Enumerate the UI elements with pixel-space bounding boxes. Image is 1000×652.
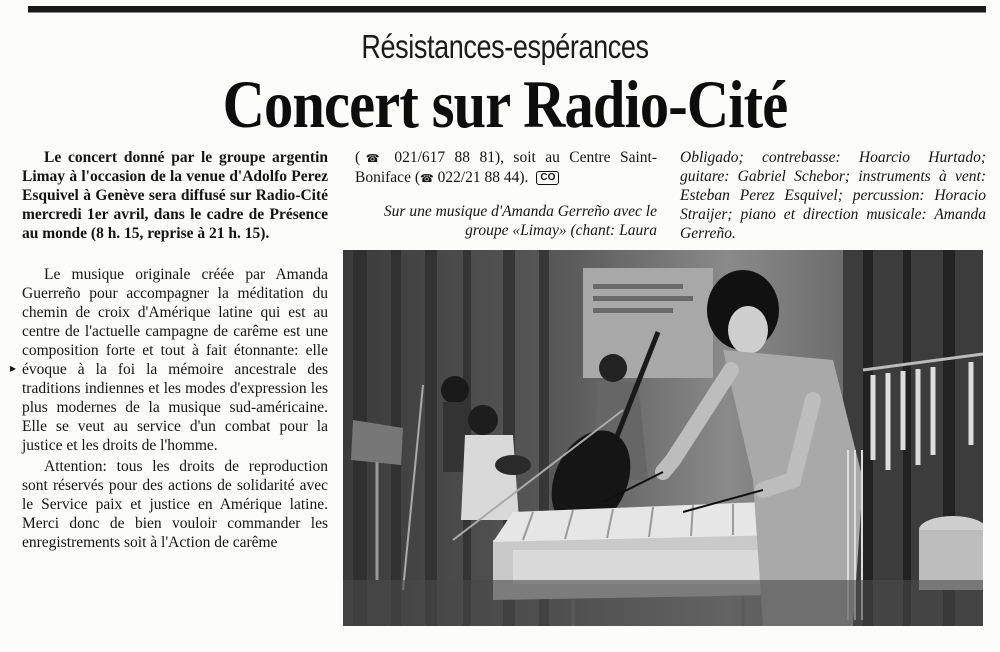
concert-photo-drawing [343,250,983,626]
photo-caption: Sur une musique d'Amanda Gerreño avec le groupe «Limay» (chant: Laura [383,203,657,239]
contact-paragraph: (☎ 021/617 88 81), soit au Centre Saint-Boniface (☎ 022/21 88 44). CO [355,149,657,186]
phone-icon: ☎ [360,152,385,165]
margin-mark: ▸ [10,361,17,375]
body-paragraph-2: Attention: tous les droits de reproduction sont réservés pour des actions de solidarité avec le Service paix et justice en Amérique latine. Merci donc de bien vouloir commander les enregistrements soit à l'Action de carême [22,458,328,551]
lead-paragraph: Le concert donné par le groupe argentin Limay à l'occasion de la venue d'Adolfo Perez Esquivel à Genève sera diffusé sur Radio-Cité mercredi 1er avril, dans le cadre de Présence au monde (8 h. 15, reprise à 21 h. 15). [22,149,328,242]
phone-icon-2: ☎ [419,172,434,185]
caption-continued: Obligado; contrebasse: Hoarcio Hurtado; guitare: Gabriel Schebor; instruments à vent: Esteban Perez Esquivel; percussion: Horacio Straijer; piano et direction musicale: Amanda Gerreño. [680,149,986,242]
body-paragraph-1: Le musique originale créée par Amanda Guerreño pour accompagner la méditation du chemin de croix d'Amérique latine qui est au centre de l'actuelle campagne de carême est une composition forte et tout à fait étonnante: elle évoque à la foi la mémoire ancestrale des traditions indiennes et les modes d'expression les plus modernes de la musique sud-américaine. Elle se veut au service d'un combat pour la justice et les droits de l'homme. [22,266,328,454]
author-tag: CO [536,171,559,185]
column-1 [22,148,328,552]
contact-text-1: 021/617 88 81), soit au Centre Saint-Boniface ( [355,149,657,186]
column-3 [680,148,986,243]
concert-photo [343,250,983,626]
top-rule [28,6,986,13]
kicker-title: Résistances-espérances [361,28,649,65]
contact-text-2: 022/21 88 44). [437,169,529,186]
column-2 [355,148,657,240]
headline: Concert sur Radio-Cité [222,66,788,142]
